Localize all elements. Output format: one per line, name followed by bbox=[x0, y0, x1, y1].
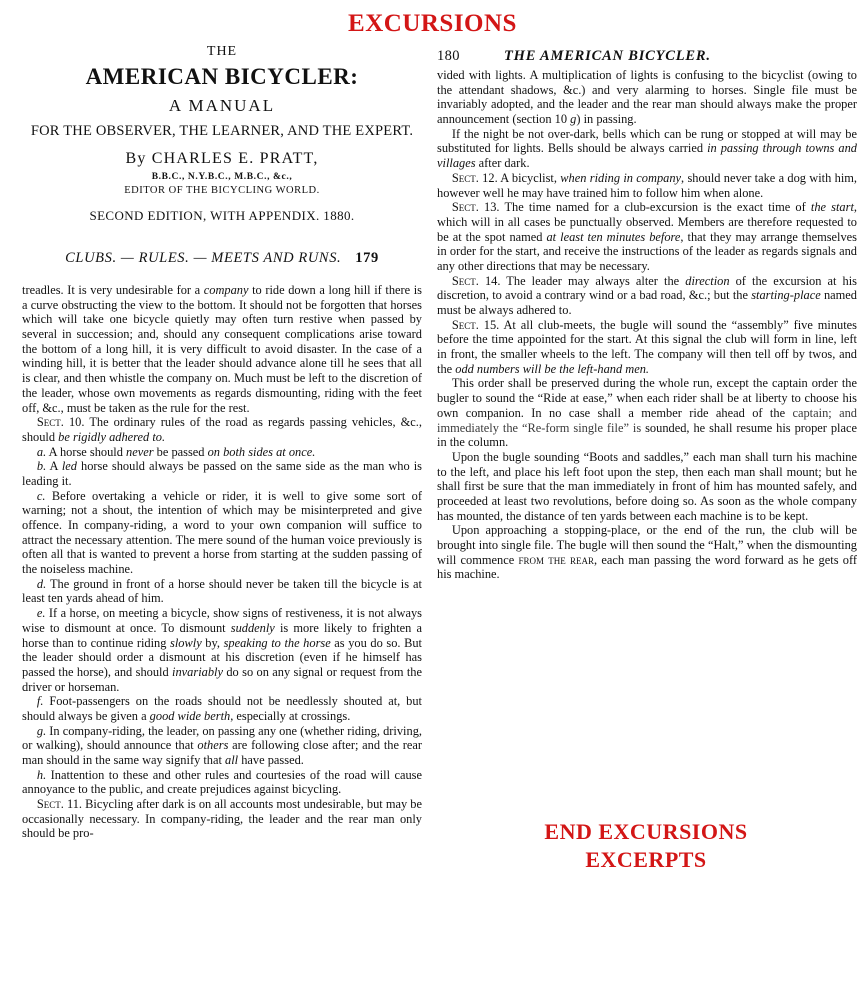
bottom-banner-line1: END EXCURSIONS bbox=[544, 819, 748, 844]
paragraph: Sect. 13. The time named for a club-excursion is the exact time of the start, which will in all cases be punctually observed. Members are therefore requested to be at the spot named at least ten minutes before, that they may arrange themselves in order for the start, and receive the instructions of the leader as regards signals and any other directions that may be necessary. bbox=[437, 200, 857, 273]
paragraph: a. A horse should never be passed on both sides at once. bbox=[36, 444, 316, 459]
right-running-head-title: THE AMERICAN BICYCLER. bbox=[503, 48, 711, 64]
paragraph: Upon the bugle sounding “Boots and saddles,” each man shall turn his machine to the left, and place his left foot upon the step, then each man shall mount; but he shall first be sure that the man immediately in front of him has mounted safely, and proceeded at least two revolutions, before doing so. As soon as the whole company has mounted, the distance of ten yards between each machine is to be kept. bbox=[437, 449, 857, 523]
bottom-banner-line2: EXCERPTS bbox=[585, 846, 707, 872]
title-author-role: EDITOR OF THE BICYCLING WORLD. bbox=[124, 185, 320, 196]
paragraph: treadles. It is very undesirable for a company to ride down a long hill if there is a curve obstructing the view to the bottom. It should not be forgotten that horses which will take one bicycle quietly may often turn restive when passed by several in succession; and, should any consequent complications arise toward the bottom of a long hill, it is very difficult to avoid disaster. In the case of a winding hill, it is better that the leader should advance alone till he sees that all is clear, and then whistle the company on. Much must be left to the discretion of the leader, whose own movements as regards dismounting, riding with the feet off, &c., must be taken as the rule for the rest. bbox=[22, 283, 423, 415]
title-block bbox=[22, 44, 422, 224]
paragraph: f. Foot-passengers on the roads should not be needlessly shouted at, but should always be given a good wide berth, especially at crossings. bbox=[22, 694, 422, 723]
paragraph: c. Before overtaking a vehicle or rider, it is well to give some sort of warning; not a shout, the intention of which may be misinterpreted and give offence. In company-riding, a word to your own companion will suffice to attract the necessary attention. The mere sound of the human voice previously is often all that is wanted to prevent a horse from starting at the sudden passing of the noiseless machine. bbox=[22, 488, 422, 577]
title-the: THE bbox=[206, 44, 238, 59]
paragraph: Sect. 11. Bicycling after dark is on all accounts most undesirable, but may be occasionally necessary. In company-riding, the leader and the rear man only should be pro- bbox=[22, 797, 422, 841]
paragraph: h. Inattention to these and other rules and courtesies of the road will cause annoyance to the public, and create prejudices against bicycling. bbox=[22, 767, 422, 797]
page-title: AMERICAN BICYCLER: bbox=[85, 64, 359, 89]
paragraph: Sect. 12. A bicyclist, when riding in company, should never take a dog with him, however well he may have trained him to follow him when alone. bbox=[437, 170, 857, 200]
top-banner-label: EXCURSIONS bbox=[348, 10, 517, 37]
paragraph: If the night be not over-dark, bells which can be rung or stopped at will may be substituted for lights. Bells should be always carried in passing through towns and villages after dark. bbox=[437, 126, 857, 171]
paragraph: b. A led horse should always be passed on the same side as the man who is leading it. bbox=[22, 459, 422, 488]
paragraph: Sect. 10. The ordinary rules of the road as regards passing vehicles, &c., should be rigidly adhered to. bbox=[22, 415, 422, 444]
paragraph: g. In company-riding, the leader, on passing any one (whether riding, driving, or walking), should announce that others are following close after; and the rear man should in the same way signify that all have passed. bbox=[22, 723, 422, 767]
paragraph: e. If a horse, on meeting a bicycle, show signs of restiveness, it is not always wise to dismount at once. To dismount suddenly is more likely to frighten a horse than to continue riding slowly by, speaking to the horse as you do so. But the leader should order a dismount at his discretion (even if he himself has passed the horse), and should invariably do so on any signal or request from the driver or horseman. bbox=[22, 606, 423, 694]
left-page-number: 179 bbox=[355, 250, 379, 266]
paragraph: This order shall be preserved during the whole run, except the captain order the bugler to sound the “Ride at ease,” when each rider shall be at liberty to choose his own companion. In no case shall a member ride ahead of the captain; and immediately the “Re-form single file” is sounded, he shall resume his proper place in the column. bbox=[437, 376, 857, 450]
title-author: By CHARLES E. PRATT, bbox=[125, 150, 319, 167]
left-running-head-text: CLUBS. — RULES. — MEETS AND RUNS. bbox=[65, 250, 342, 266]
left-running-head bbox=[22, 250, 422, 267]
paragraph: Sect. 15. At all club-meets, the bugle will sound the “assembly” five minutes before the time appointed for the start. At this signal the club will form in line, left in front, the smaller wheels to the left. The company will then tell off by twos, and the odd numbers will be the left-hand men. bbox=[437, 317, 857, 376]
paragraph: vided with lights. A multiplication of lights is confusing to the bicyclist (owing to the attendant shadows, &c.) and very alarming to horses. Single file must be invariably adopted, and the leader and the rear man should always make the proper announcement (section 10 g) in passing. bbox=[437, 68, 857, 127]
title-author-credentials: B.B.C., N.Y.B.C., M.B.C., &c., bbox=[151, 172, 293, 182]
paragraph: Sect. 14. The leader may always alter the direction of the excursion at his discretion, to avoid a contrary wind or a bad road, &c.; but the starting-place named must be always adhered to. bbox=[437, 273, 857, 317]
paragraph: Upon approaching a stopping-place, or the end of the run, the club will be brought into single file. The bugle will then sound the “Halt,” when the dismounting will commence from the rear, each man passing the word forward as he gets off his machine. bbox=[437, 523, 858, 582]
right-running-head bbox=[437, 48, 857, 65]
title-edition: SECOND EDITION, WITH APPENDIX. 1880. bbox=[89, 208, 355, 223]
paragraph: d. The ground in front of a horse should never be taken till the bicycle is at least ten yards ahead of him. bbox=[22, 576, 422, 606]
right-page-number: 180 bbox=[437, 48, 460, 64]
title-subtitle: FOR THE OBSERVER, THE LEARNER, AND THE EXPERT. bbox=[30, 123, 414, 139]
title-a-manual: A MANUAL bbox=[168, 96, 276, 115]
bottom-banner bbox=[434, 818, 858, 873]
left-text-column bbox=[22, 283, 422, 841]
right-text-column bbox=[437, 68, 857, 582]
